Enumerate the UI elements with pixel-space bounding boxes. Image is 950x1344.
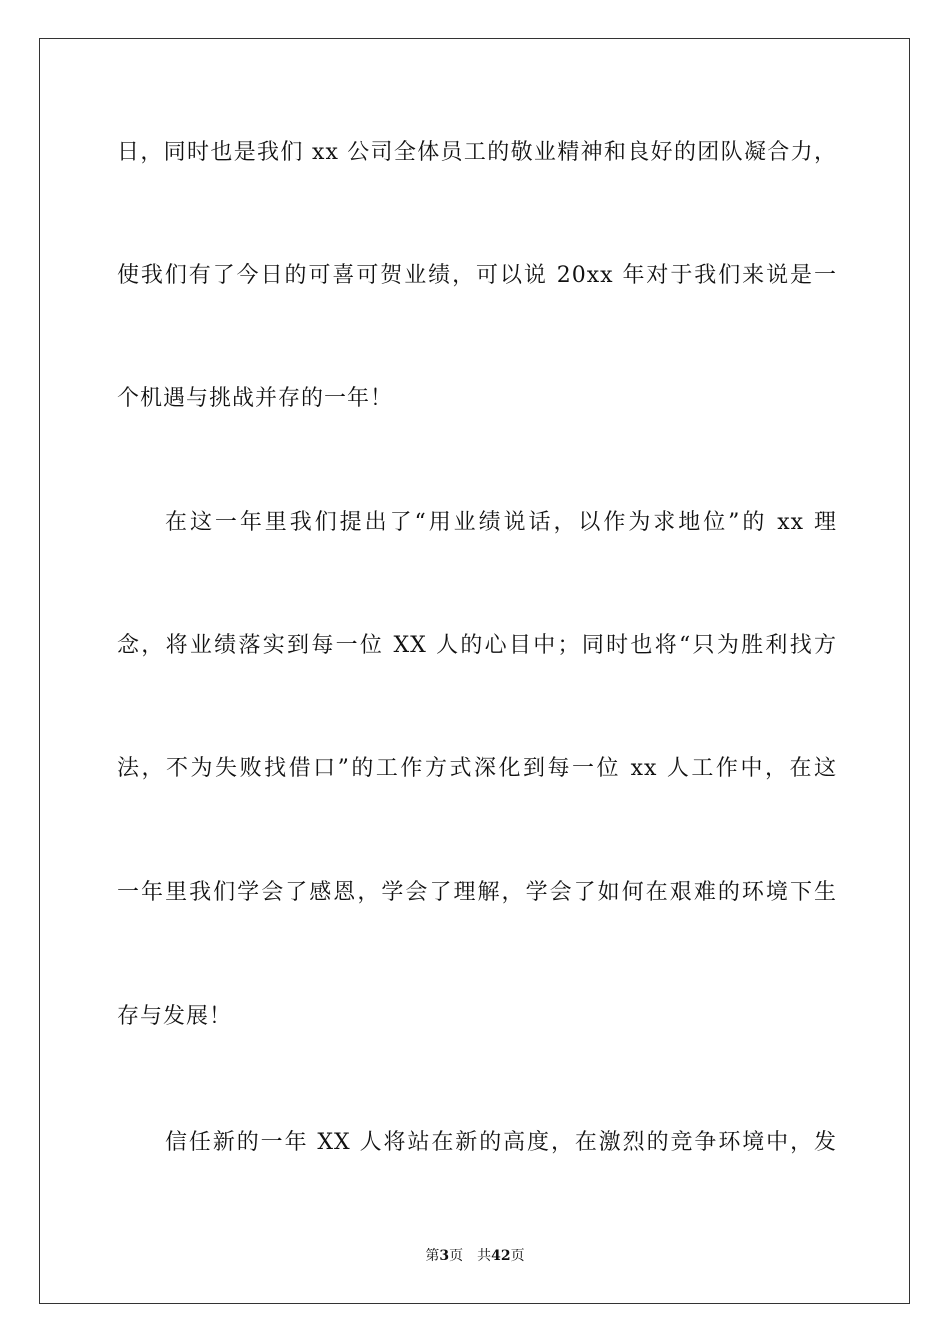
body-line-4: 在这一年里我们提出了“用业绩说话，以作为求地位”的 xx 理 (165, 510, 837, 535)
body-line-6: 法，不为失败找借口”的工作方式深化到每一位 xx 人工作中，在这 (117, 756, 837, 781)
body-line-7: 一年里我们学会了感恩，学会了理解，学会了如何在艰难的环境下生 (117, 880, 837, 905)
page-current: 3 (439, 1248, 450, 1264)
page-total: 42 (491, 1248, 511, 1264)
body-line-5: 念，将业绩落实到每一位 XX 人的心目中；同时也将“只为胜利找方 (117, 633, 837, 658)
body-line-8: 存与发展！ (117, 1004, 233, 1029)
body-line-2: 使我们有了今日的可喜可贺业绩，可以说 20xx 年对于我们来说是一 (117, 263, 837, 288)
body-line-1: 日，同时也是我们 xx 公司全体员工的敬业精神和良好的团队凝合力， (117, 140, 837, 165)
total-suffix: 页 (510, 1248, 525, 1264)
page-suffix: 页 (449, 1248, 464, 1264)
page-border (39, 38, 910, 1304)
body-line-9: 信任新的一年 XX 人将站在新的高度，在激烈的竞争环境中，发 (165, 1130, 837, 1155)
body-line-3: 个机遇与挑战并存的一年！ (117, 386, 394, 411)
page-footer (0, 1247, 950, 1265)
total-prefix: 共 (477, 1248, 492, 1264)
page-prefix: 第 (425, 1248, 440, 1264)
